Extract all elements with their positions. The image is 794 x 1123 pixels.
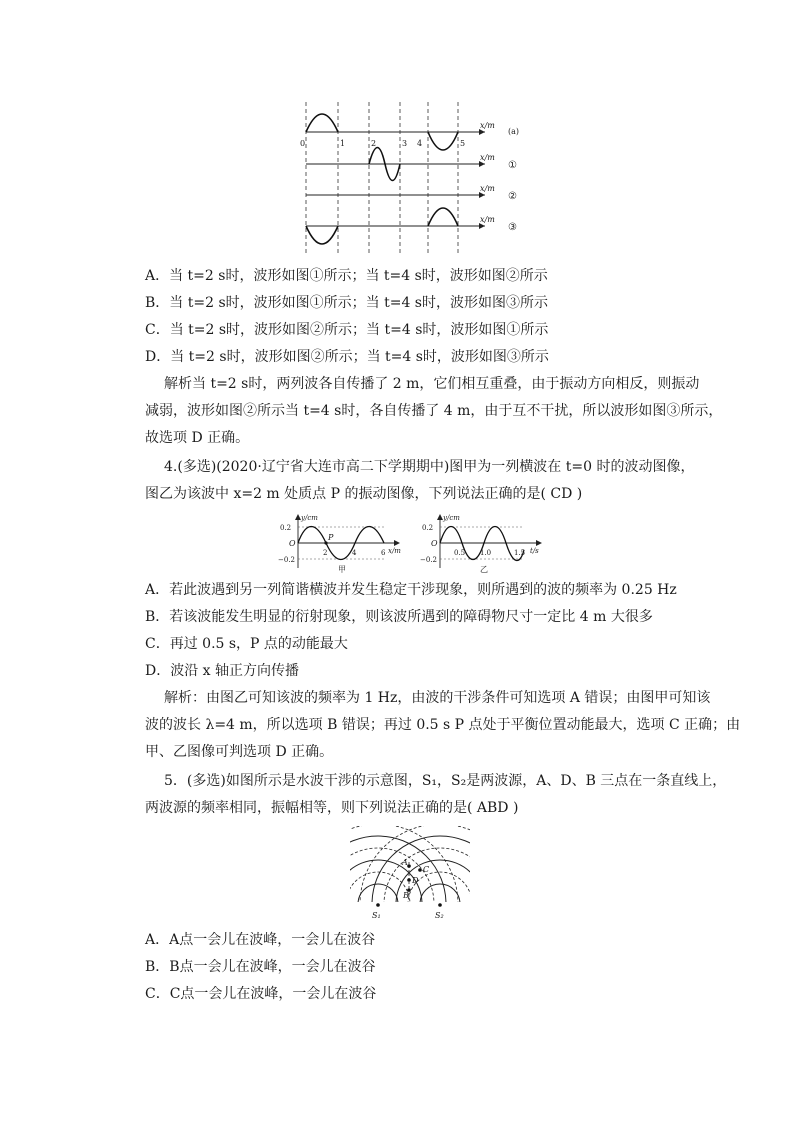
source-s2 xyxy=(438,903,442,907)
svg-text:1.5: 1.5 xyxy=(514,549,526,557)
svg-text:y/cm: y/cm xyxy=(301,514,318,522)
wave-a-right xyxy=(428,132,458,150)
svg-text:x/m: x/m xyxy=(480,184,495,193)
q4-analysis-1: 解析：由图乙可知该波的频率为 1 Hz，由波的干涉条件可知选项 A 错误；由图甲可知该 xyxy=(164,690,711,706)
point-d xyxy=(407,878,411,882)
q5-stem-1: 5．(多选)如图所示是水波干涉的示意图，S₁，S₂是两波源，A、D、B 三点在一条直线上， xyxy=(164,773,727,789)
wave-superposition-figure xyxy=(290,98,540,258)
point-c xyxy=(418,868,422,872)
row-label-a: (a) xyxy=(508,127,520,136)
svg-text:−0.2: −0.2 xyxy=(420,556,437,564)
svg-text:S₂: S₂ xyxy=(435,911,444,920)
q3-analysis-1: 解析当 t=2 s时，两列波各自传播了 2 m，它们相互重叠，由于振动方向相反，则振动 xyxy=(164,376,700,392)
svg-text:P: P xyxy=(328,533,334,542)
svg-text:1.0: 1.0 xyxy=(480,549,492,557)
q4-stem-1: 4.(多选)(2020·辽宁省大连市高二下学期期中)图甲为一列横波在 t=0 时的波动图像， xyxy=(164,459,695,475)
svg-text:A: A xyxy=(402,858,408,867)
guide-lines xyxy=(306,102,458,254)
wave-a-left xyxy=(306,114,338,132)
tick-3: 3 xyxy=(402,139,408,148)
tick-5: 5 xyxy=(460,139,466,148)
svg-text:x/m: x/m xyxy=(388,547,401,555)
svg-text:0.2: 0.2 xyxy=(422,524,434,532)
svg-text:O: O xyxy=(431,539,438,548)
q4-analysis-2: 波的波长 λ=4 m，所以选项 B 错误；再过 0.5 s P 点处于平衡位置动能最大，选项 C 正确；由 xyxy=(145,717,741,733)
svg-text:D: D xyxy=(412,876,419,885)
q5-stem-2: 两波源的频率相同，振幅相等，则下列说法正确的是( ABD ) xyxy=(145,800,519,816)
svg-text:y/cm: y/cm xyxy=(443,514,460,522)
tick-0: 0 xyxy=(300,139,306,148)
row-label-3: ③ xyxy=(508,222,517,233)
row-label-1: ① xyxy=(508,160,517,171)
svg-text:C: C xyxy=(423,865,430,874)
q3-analysis-3: 故选项 D 正确。 xyxy=(145,430,250,446)
q5-option-a: A．A点一会儿在波峰，一会儿在波谷 xyxy=(145,932,376,948)
q5-option-c: C．C点一会儿在波峰，一会儿在波谷 xyxy=(145,986,377,1002)
svg-text:6: 6 xyxy=(381,549,386,557)
graph-yi xyxy=(420,512,550,574)
q4-option-c: C．再过 0.5 s，P 点的动能最大 xyxy=(145,636,348,652)
tick-4: 4 xyxy=(417,139,423,148)
q4-stem-2: 图乙为该波中 x=2 m 处质点 P 的振动图像，下列说法正确的是( CD ) xyxy=(145,486,583,502)
row-label-2: ② xyxy=(508,191,517,202)
q3-option-b: B．当 t=2 s时，波形如图①所示；当 t=4 s时，波形如图③所示 xyxy=(145,295,548,311)
q3-analysis-2: 减弱，波形如图②所示当 t=4 s时，各自传播了 4 m，由于互不干扰，所以波形如图③所示， xyxy=(145,403,723,419)
tick-2: 2 xyxy=(371,139,377,148)
svg-text:0.2: 0.2 xyxy=(280,524,292,532)
q4-option-d: D．波沿 x 轴正方向传播 xyxy=(145,663,300,679)
q3-option-c: C．当 t=2 s时，波形如图②所示；当 t=4 s时，波形如图①所示 xyxy=(145,322,549,338)
svg-text:x/m: x/m xyxy=(480,215,495,224)
svg-text:S₁: S₁ xyxy=(372,911,381,920)
source-s1 xyxy=(376,903,380,907)
svg-text:B: B xyxy=(403,891,409,900)
q3-option-a: A．当 t=2 s时，波形如图①所示；当 t=4 s时，波形如图②所示 xyxy=(145,268,548,284)
svg-text:2: 2 xyxy=(323,549,328,557)
q4-analysis-3: 甲、乙图像可判选项 D 正确。 xyxy=(145,744,334,760)
water-interference-figure xyxy=(350,826,470,920)
graph-jia xyxy=(278,512,408,574)
q3-option-d: D．当 t=2 s时，波形如图②所示；当 t=4 s时，波形如图③所示 xyxy=(145,349,549,365)
wave-3-right xyxy=(428,208,458,226)
svg-text:t/s: t/s xyxy=(530,547,539,555)
q5-option-b: B．B点一会儿在波峰，一会儿在波谷 xyxy=(145,959,376,975)
graph-yi-caption: 乙 xyxy=(480,565,488,574)
tick-1: 1 xyxy=(340,139,346,148)
svg-text:0.5: 0.5 xyxy=(454,549,466,557)
axis-label-a: x/m xyxy=(480,121,495,130)
svg-text:x/m: x/m xyxy=(480,153,495,162)
q4-option-b: B．若该波能发生明显的衍射现象，则该波所遇到的障碍物尺寸一定比 4 m 大很多 xyxy=(145,609,653,625)
svg-text:−0.2: −0.2 xyxy=(278,556,295,564)
wave-3-left xyxy=(306,226,338,244)
svg-text:O: O xyxy=(289,539,296,548)
q4-option-a: A．若此波遇到另一列简谐横波并发生稳定干涉现象，则所遇到的波的频率为 0.25 Hz xyxy=(145,582,677,598)
svg-text:4: 4 xyxy=(352,549,357,557)
graph-jia-caption: 甲 xyxy=(338,565,346,574)
